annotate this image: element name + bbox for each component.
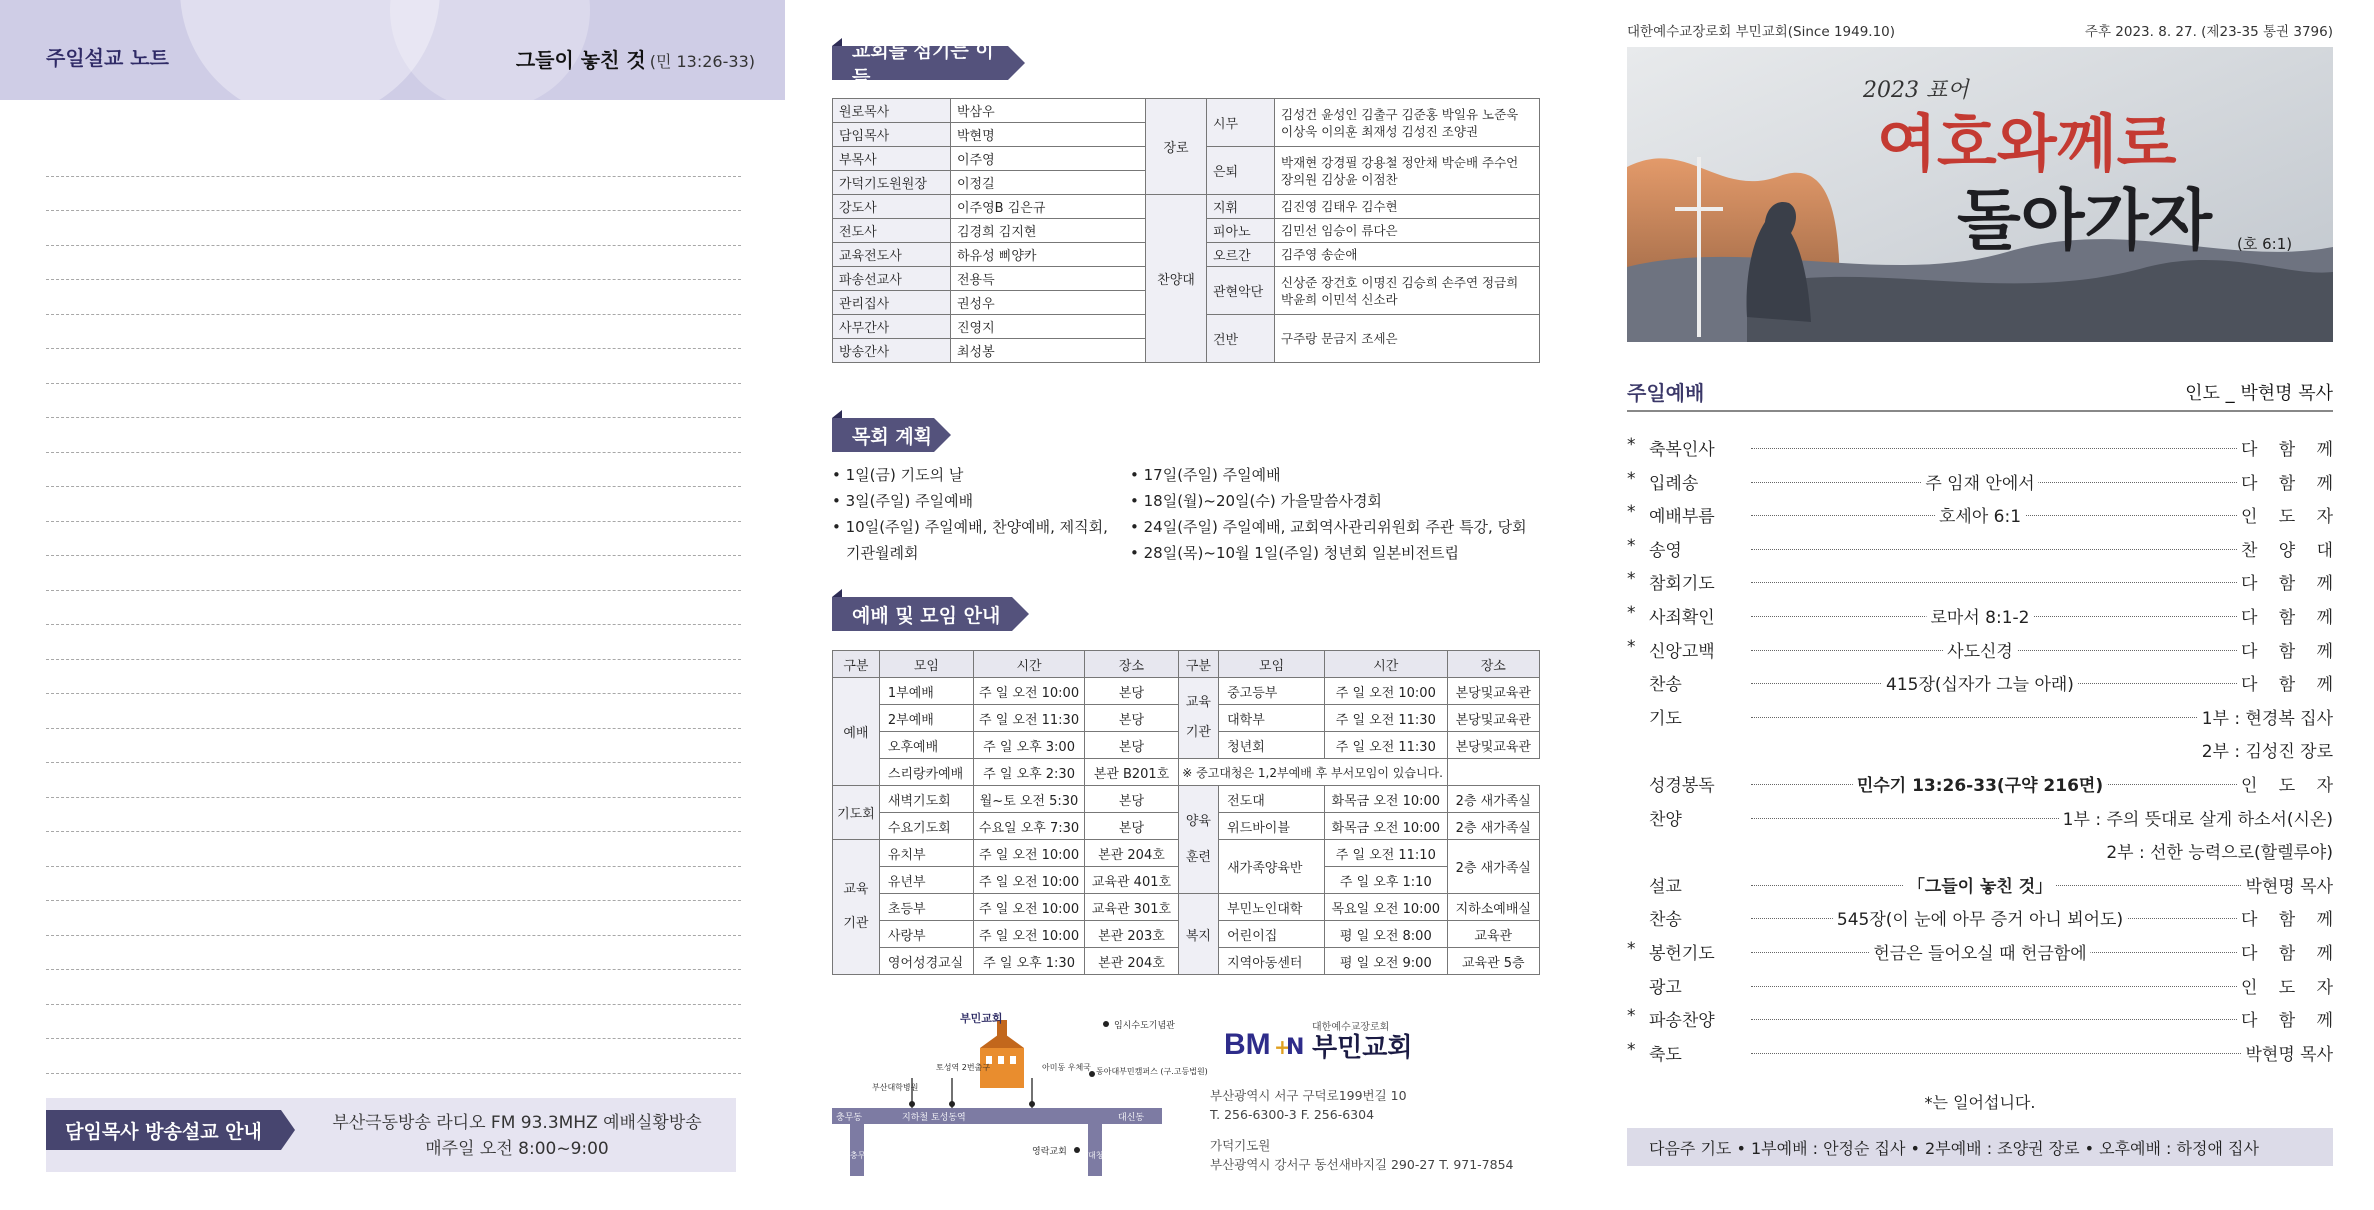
meeting-place: 교육관 301호 bbox=[1085, 894, 1178, 921]
meeting-time: 주 일 오전 11:30 bbox=[1325, 705, 1447, 732]
meeting-time: 주 일 오전 11:30 bbox=[1325, 732, 1447, 759]
note-line bbox=[46, 694, 741, 729]
order-row bbox=[1627, 430, 2333, 464]
servant-name: 하유성 삐양카 bbox=[951, 243, 1146, 267]
meeting-time: 평 일 오전 9:00 bbox=[1325, 948, 1447, 975]
order-row bbox=[1627, 800, 2333, 834]
meeting-time: 평 일 오전 8:00 bbox=[1325, 921, 1447, 948]
servant-name: 최성봉 bbox=[951, 339, 1146, 363]
meeting-name: 사랑부 bbox=[879, 921, 973, 948]
plans-column bbox=[1130, 462, 1550, 566]
plan-item: • 1일(금) 기도의 날 bbox=[832, 466, 964, 484]
meeting-place: 본당및교육관 bbox=[1447, 678, 1539, 705]
note-line bbox=[46, 901, 741, 936]
meeting-time: 주 일 오후 3:00 bbox=[973, 732, 1084, 759]
order-row bbox=[1627, 598, 2333, 632]
note-line bbox=[46, 591, 741, 626]
worship-schedule-table bbox=[832, 650, 1540, 975]
section-heading-servants: 교회를 섬기는 이들 bbox=[832, 46, 1008, 80]
meeting-time: 화목금 오전 10:00 bbox=[1325, 813, 1447, 840]
column-header: 시간 bbox=[1325, 651, 1447, 678]
map-label: 토성역 2번출구 bbox=[936, 1063, 991, 1072]
order-row bbox=[1627, 766, 2333, 800]
stand-marker: * bbox=[1627, 938, 1636, 959]
stand-marker: * bbox=[1627, 468, 1636, 489]
role-names: 김주영 송순애 bbox=[1275, 243, 1540, 267]
location-map bbox=[832, 1008, 1208, 1178]
radio-line: 부산극동방송 라디오 FM 93.3MHZ 예배실황방송 bbox=[332, 1113, 702, 1133]
stand-marker: * bbox=[1627, 602, 1636, 623]
servant-name: 박현명 bbox=[951, 123, 1146, 147]
meeting-place: 교육관 401호 bbox=[1085, 867, 1178, 894]
order-item-person: 다 함 께 bbox=[2237, 435, 2333, 460]
servants-table bbox=[832, 98, 1540, 363]
meeting-place: 2층 새가족실 bbox=[1447, 840, 1539, 894]
meeting-place: 본당 bbox=[1085, 732, 1178, 759]
order-item-name: 예배부름 bbox=[1649, 507, 1715, 528]
plan-item: • 24일(주일) 주일예배, 교회역사관리위원회 주관 특강, 당회 bbox=[1130, 518, 1527, 536]
meeting-place: 교육관 bbox=[1447, 921, 1539, 948]
schedule-row bbox=[833, 894, 1540, 921]
column-header: 모임 bbox=[1219, 651, 1325, 678]
church-building-icon bbox=[980, 1020, 1024, 1088]
role-title: 오르간 bbox=[1207, 243, 1275, 267]
note-line bbox=[46, 246, 741, 281]
meeting-place: 본당 bbox=[1085, 678, 1178, 705]
order-row bbox=[1627, 934, 2333, 968]
note-line bbox=[46, 867, 741, 902]
meeting-name: 유년부 bbox=[879, 867, 973, 894]
servant-title: 담임목사 bbox=[833, 123, 951, 147]
order-item-person: 다 함 께 bbox=[2237, 670, 2333, 695]
meeting-time: 월~토 오전 5:30 bbox=[973, 786, 1084, 813]
meeting-name: 부민노인대학 bbox=[1219, 894, 1325, 921]
order-item-person: 인 도 자 bbox=[2237, 502, 2333, 527]
note-cell: ※ 중고대청은 1,2부예배 후 부서모임이 있습니다. bbox=[1178, 759, 1447, 786]
note-line bbox=[46, 729, 741, 764]
servant-name: 이주영B 김은규 bbox=[951, 195, 1146, 219]
radio-broadcast-box bbox=[46, 1098, 736, 1172]
meeting-time: 목요일 오전 10:00 bbox=[1325, 894, 1447, 921]
meeting-name: 대학부 bbox=[1219, 705, 1325, 732]
role-title: 지휘 bbox=[1207, 195, 1275, 219]
meeting-place: 본관 204호 bbox=[1085, 948, 1178, 975]
map-dot bbox=[1074, 1147, 1080, 1153]
meeting-name: 오후예배 bbox=[879, 732, 973, 759]
order-item-name: 신앙고백 bbox=[1649, 641, 1715, 662]
meeting-place: 지하소예배실 bbox=[1447, 894, 1539, 921]
next-week-prayer: 다음주 기도 • 1부예배 : 안정순 집사 • 2부예배 : 조양권 장로 • 오후예배 : 하정애 집사 bbox=[1627, 1128, 2333, 1166]
meeting-place: 2층 새가족실 bbox=[1447, 786, 1539, 813]
note-line bbox=[46, 936, 741, 971]
map-label: 임시수도기념관 bbox=[1114, 1021, 1175, 1031]
order-item-name: 찬송 bbox=[1649, 910, 1682, 931]
stand-marker: * bbox=[1627, 1039, 1636, 1060]
order-item-name: 기도 bbox=[1649, 708, 1682, 729]
note-lines[interactable] bbox=[46, 142, 741, 1074]
meeting-name: 지역아동센터 bbox=[1219, 948, 1325, 975]
notes-label: 주일설교 노트 bbox=[46, 46, 169, 70]
group-label: 예배 bbox=[833, 678, 880, 786]
column-header: 구분 bbox=[833, 651, 880, 678]
sunday-worship-header bbox=[1627, 372, 2333, 412]
section-heading-worship: 예배 및 모임 안내 bbox=[832, 597, 1012, 631]
order-item-name: 참회기도 bbox=[1649, 574, 1715, 595]
meeting-time: 주 일 오전 10:00 bbox=[973, 867, 1084, 894]
order-row bbox=[1627, 632, 2333, 666]
church-logo bbox=[1218, 1012, 1418, 1072]
radio-line: 매주일 오전 8:00~9:00 bbox=[425, 1139, 609, 1159]
servant-title: 부목사 bbox=[833, 147, 951, 171]
stand-marker: * bbox=[1627, 1006, 1636, 1027]
note-line bbox=[46, 349, 741, 384]
plans-column bbox=[832, 462, 1122, 566]
order-of-worship bbox=[1627, 430, 2333, 1068]
order-row bbox=[1627, 531, 2333, 565]
stand-marker: * bbox=[1627, 569, 1636, 590]
meeting-place: 본관 204호 bbox=[1085, 840, 1178, 867]
note-line bbox=[46, 832, 741, 867]
plan-item: • 18일(월)~20일(수) 가을말씀사경회 bbox=[1130, 492, 1382, 510]
group-label: 교육 기관 bbox=[1178, 678, 1218, 759]
meeting-name: 중고등부 bbox=[1219, 678, 1325, 705]
order-item-name: 파송찬양 bbox=[1649, 1011, 1715, 1032]
meeting-name: 유치부 bbox=[879, 840, 973, 867]
meeting-name: 어린이집 bbox=[1219, 921, 1325, 948]
map-label: 아미동 우체국 bbox=[1042, 1063, 1091, 1072]
stand-note: *는 일어섭니다. bbox=[1924, 1093, 2036, 1112]
meeting-time: 주 일 오전 10:00 bbox=[1325, 678, 1447, 705]
servant-title: 사무간사 bbox=[833, 315, 951, 339]
order-item-person: 1부 : 주의 뜻대로 살게 하소서(시온) bbox=[2059, 805, 2333, 830]
map-dot bbox=[1029, 1101, 1035, 1107]
motto-banner bbox=[1627, 47, 2333, 342]
order-item-person: 다 함 께 bbox=[2237, 905, 2333, 930]
note-line bbox=[46, 660, 741, 695]
sermon-ref: (민 13:26-33) bbox=[649, 52, 755, 71]
branch-name: 가덕기도원 bbox=[1210, 1138, 1271, 1153]
bulletin-date: 주후 2023. 8. 27. (제23-35 통권 3796) bbox=[2084, 24, 2333, 40]
meeting-time: 화목금 오전 10:00 bbox=[1325, 786, 1447, 813]
order-item-name: 찬송 bbox=[1649, 675, 1682, 696]
schedule-row bbox=[833, 678, 1540, 705]
servant-title: 방송간사 bbox=[833, 339, 951, 363]
order-item-detail: 호세아 6:1 bbox=[1935, 502, 2025, 527]
order-item-detail: 「그들이 놓친 것」 bbox=[1904, 872, 2056, 897]
order-row bbox=[1627, 833, 2333, 867]
role-title: 건반 bbox=[1207, 315, 1275, 363]
order-item-name: 축복인사 bbox=[1649, 440, 1715, 460]
notes-header bbox=[0, 0, 785, 100]
role-names: 김성건 윤성인 김출구 김준홍 박일유 노준욱 이상욱 이의훈 최재성 김성진 조양권 bbox=[1275, 99, 1540, 147]
role-title: 피아노 bbox=[1207, 219, 1275, 243]
servant-name: 진영지 bbox=[951, 315, 1146, 339]
sermon-notes-panel bbox=[0, 0, 785, 1210]
map-dot bbox=[949, 1101, 955, 1107]
order-item-person: 다 함 께 bbox=[2237, 469, 2333, 494]
meeting-name: 초등부 bbox=[879, 894, 973, 921]
stand-marker: * bbox=[1627, 636, 1636, 657]
order-item-person: 2부 : 선한 능력으로(할렐루야) bbox=[2102, 838, 2333, 863]
map-label: 대청동 bbox=[1088, 1151, 1112, 1160]
sermon-title-text: 그들이 놓친 것 bbox=[515, 48, 646, 72]
order-item-detail: 민수기 13:26-33(구약 216면) bbox=[1853, 771, 2107, 796]
note-line bbox=[46, 1039, 741, 1074]
banner-illustration bbox=[1627, 47, 2333, 342]
map-church-label: 부민교회 bbox=[960, 1012, 1003, 1025]
note-line bbox=[46, 211, 741, 246]
sermon-title bbox=[516, 44, 755, 73]
meeting-place: 본관 203호 bbox=[1085, 921, 1178, 948]
order-row bbox=[1627, 1001, 2333, 1035]
meeting-time: 주 일 오전 11:30 bbox=[973, 705, 1084, 732]
meeting-name: 위드바이블 bbox=[1219, 813, 1325, 840]
group-label: 장로 bbox=[1146, 99, 1207, 195]
map-label: 동아대부민캠퍼스 (구.고등법원) bbox=[1096, 1067, 1208, 1076]
plan-item: • 28일(목)~10월 1일(주일) 청년회 일본비전트립 bbox=[1130, 544, 1459, 562]
order-item-person: 다 함 께 bbox=[2237, 603, 2333, 628]
servant-title: 파송선교사 bbox=[833, 267, 951, 291]
order-item-detail: 로마서 8:1-2 bbox=[1927, 603, 2034, 628]
map-label: 대신동 bbox=[1118, 1113, 1145, 1123]
meeting-time: 주 일 오전 11:10 bbox=[1325, 840, 1447, 867]
role-title: 관현악단 bbox=[1207, 267, 1275, 315]
order-item-detail: 사도신경 bbox=[1943, 637, 2017, 662]
order-item-person: 인 도 자 bbox=[2237, 771, 2333, 796]
map-label: 충무동 bbox=[836, 1113, 863, 1123]
group-label: 기도회 bbox=[833, 786, 880, 840]
meeting-time: 주 일 오전 10:00 bbox=[973, 894, 1084, 921]
stand-marker: * bbox=[1627, 535, 1636, 556]
order-row bbox=[1627, 464, 2333, 498]
order-row bbox=[1627, 665, 2333, 699]
order-item-person: 1부 : 현경복 집사 bbox=[2198, 704, 2333, 729]
map-dot bbox=[1103, 1021, 1109, 1027]
servant-title: 강도사 bbox=[833, 195, 951, 219]
stand-marker: * bbox=[1627, 502, 1636, 523]
order-item-name: 찬양 bbox=[1649, 809, 1682, 830]
order-item-person: 2부 : 김성진 장로 bbox=[2198, 737, 2333, 762]
servant-title: 교육전도사 bbox=[833, 243, 951, 267]
map-road bbox=[1088, 1118, 1102, 1176]
order-item-name: 봉헌기도 bbox=[1649, 943, 1715, 964]
order-row bbox=[1627, 497, 2333, 531]
map-dot bbox=[909, 1101, 915, 1107]
map-main-road bbox=[832, 1108, 1162, 1124]
servant-name: 이주영 bbox=[951, 147, 1146, 171]
map-label: 부산대학병원 bbox=[872, 1083, 919, 1092]
servant-name: 박삼우 bbox=[951, 99, 1146, 123]
meeting-place: 본당및교육관 bbox=[1447, 732, 1539, 759]
order-item-person: 박현명 목사 bbox=[2241, 1040, 2333, 1065]
note-line bbox=[46, 487, 741, 522]
note-line bbox=[46, 556, 741, 591]
order-item-detail: 주 임재 안에서 bbox=[1921, 469, 2038, 494]
church-denomination: 대한예수교장로회 bbox=[1312, 1022, 1390, 1033]
note-line bbox=[46, 453, 741, 488]
order-item-name: 축도 bbox=[1649, 1044, 1682, 1065]
order-item-person: 다 함 께 bbox=[2237, 569, 2333, 594]
servant-name: 이정길 bbox=[951, 171, 1146, 195]
order-item-person: 다 함 께 bbox=[2237, 939, 2333, 964]
order-row bbox=[1627, 564, 2333, 598]
church-address: 부산광역시 서구 구덕로199번길 10 bbox=[1210, 1088, 1407, 1103]
servant-title: 가덕기도원원장 bbox=[833, 171, 951, 195]
plan-item: • 3일(주일) 주일예배 bbox=[832, 492, 974, 510]
banner-year: 2023 표어 bbox=[1863, 78, 1969, 103]
order-item-person: 찬 양 대 bbox=[2237, 536, 2333, 561]
svg-text:+: + bbox=[1274, 1035, 1291, 1059]
column-header: 장소 bbox=[1447, 651, 1539, 678]
meeting-place: 교육관 5층 bbox=[1447, 948, 1539, 975]
note-line bbox=[46, 418, 741, 453]
schedule-row bbox=[833, 786, 1540, 813]
order-item-name: 성경봉독 bbox=[1649, 775, 1715, 796]
group-label: 교육 기관 bbox=[833, 840, 880, 975]
servant-title: 관리집사 bbox=[833, 291, 951, 315]
meeting-place: 본당및교육관 bbox=[1447, 705, 1539, 732]
order-item-person: 다 함 께 bbox=[2237, 637, 2333, 662]
role-names: 박재현 강경필 강용철 정안채 박순배 주수언 장의원 김상윤 이점찬 bbox=[1275, 147, 1540, 195]
meeting-place: 본당 bbox=[1085, 705, 1178, 732]
meeting-time: 주 일 오전 10:00 bbox=[973, 921, 1084, 948]
role-names: 구주랑 문금지 조세은 bbox=[1275, 315, 1540, 363]
order-row bbox=[1627, 867, 2333, 901]
meeting-place: 2층 새가족실 bbox=[1447, 813, 1539, 840]
meeting-name: 영어성경교실 bbox=[879, 948, 973, 975]
schedule-row bbox=[833, 759, 1540, 786]
order-item-detail: 545장(이 눈에 아무 증거 아니 뵈어도) bbox=[1833, 905, 2127, 930]
meeting-place: 본당 bbox=[1085, 813, 1178, 840]
order-item-name: 송영 bbox=[1649, 540, 1682, 561]
order-row bbox=[1627, 732, 2333, 766]
note-line bbox=[46, 798, 741, 833]
role-names: 김민선 임승이 류다은 bbox=[1275, 219, 1540, 243]
meeting-time: 주 일 오후 1:30 bbox=[973, 948, 1084, 975]
servant-title: 전도사 bbox=[833, 219, 951, 243]
order-item-person: 다 함 께 bbox=[2237, 1006, 2333, 1031]
order-item-name: 입례송 bbox=[1649, 473, 1699, 494]
banner-line2: 돌아가자 bbox=[1957, 181, 2213, 259]
note-line bbox=[46, 384, 741, 419]
map-label: 지하철 토성동역 bbox=[902, 1113, 966, 1123]
column-header: 시간 bbox=[973, 651, 1084, 678]
meeting-name: 2부예배 bbox=[879, 705, 973, 732]
church-since: 대한예수교장로회 부민교회(Since 1949.10) bbox=[1627, 24, 1896, 40]
column-header: 모임 bbox=[879, 651, 973, 678]
meeting-time: 수요일 오후 7:30 bbox=[973, 813, 1084, 840]
servant-row bbox=[833, 99, 1540, 123]
meeting-name: 1부예배 bbox=[879, 678, 973, 705]
radio-label: 담임목사 방송설교 안내 bbox=[46, 1110, 281, 1150]
order-row bbox=[1627, 900, 2333, 934]
column-header: 구분 bbox=[1178, 651, 1218, 678]
meeting-time: 주 일 오전 10:00 bbox=[973, 840, 1084, 867]
svg-text:BM: BM bbox=[1224, 1028, 1271, 1061]
note-line bbox=[46, 142, 741, 177]
meeting-place: 본관 B201호 bbox=[1085, 759, 1178, 786]
worship-leader: 인도 _ 박현명 목사 bbox=[2185, 383, 2333, 404]
meeting-name: 전도대 bbox=[1219, 786, 1325, 813]
banner-line1: 여호와께로 bbox=[1877, 107, 2177, 180]
order-item-name: 설교 bbox=[1649, 876, 1682, 897]
map-label: 충무동 bbox=[850, 1151, 874, 1160]
order-item-person: 박현명 목사 bbox=[2241, 872, 2333, 897]
note-line bbox=[46, 315, 741, 350]
note-line bbox=[46, 970, 741, 1005]
servant-name: 권성우 bbox=[951, 291, 1146, 315]
note-line bbox=[46, 763, 741, 798]
note-line bbox=[46, 177, 741, 212]
meeting-place: 본당 bbox=[1085, 786, 1178, 813]
meeting-name: 새벽기도회 bbox=[879, 786, 973, 813]
meeting-name: 새가족양육반 bbox=[1219, 840, 1325, 894]
branch-address: 부산광역시 강서구 동선새바지길 290-27 T. 971-7854 bbox=[1210, 1157, 1514, 1172]
order-item-detail: 415장(십자가 그늘 아래) bbox=[1882, 670, 2078, 695]
meeting-name: 수요기도회 bbox=[879, 813, 973, 840]
plan-item: • 10일(주일) 주일예배, 찬양예배, 제직회, 기관월례회 bbox=[832, 518, 1108, 562]
servant-name: 전용득 bbox=[951, 267, 1146, 291]
map-label: 영락교회 bbox=[1032, 1147, 1067, 1157]
church-name: 부민교회 bbox=[1312, 1033, 1413, 1063]
order-item-person: 인 도 자 bbox=[2237, 973, 2333, 998]
role-names: 신상준 장건호 이명진 김승희 손주연 정금희 박윤희 이민석 신소라 bbox=[1275, 267, 1540, 315]
church-address-block bbox=[1210, 1086, 1570, 1174]
servant-row bbox=[833, 195, 1540, 219]
group-label: 찬양대 bbox=[1146, 195, 1207, 363]
role-title: 은퇴 bbox=[1207, 147, 1275, 195]
section-heading-plans: 목회 계획 bbox=[832, 418, 934, 452]
order-row bbox=[1627, 699, 2333, 733]
banner-ref: (호 6:1) bbox=[2237, 235, 2293, 253]
svg-text:N: N bbox=[1286, 1035, 1305, 1060]
order-item-name: 사죄확인 bbox=[1649, 607, 1715, 628]
servant-name: 김경희 김지현 bbox=[951, 219, 1146, 243]
meeting-name: 청년회 bbox=[1219, 732, 1325, 759]
order-item-name: 광고 bbox=[1649, 977, 1682, 998]
map-road bbox=[850, 1118, 864, 1176]
plan-item: • 17일(주일) 주일예배 bbox=[1130, 466, 1281, 484]
group-label: 양육 훈련 bbox=[1178, 786, 1218, 894]
meeting-name: 스리랑카예배 bbox=[879, 759, 973, 786]
church-phone: T. 256-6300-3 F. 256-6304 bbox=[1210, 1107, 1375, 1122]
order-row bbox=[1627, 968, 2333, 1002]
order-row bbox=[1627, 1035, 2333, 1069]
note-line bbox=[46, 1005, 741, 1040]
stand-marker: * bbox=[1627, 435, 1636, 455]
worship-title: 주일예배 bbox=[1627, 381, 1705, 405]
meeting-time: 주 일 오후 1:10 bbox=[1325, 867, 1447, 894]
note-line bbox=[46, 522, 741, 557]
group-label: 복지 bbox=[1178, 894, 1218, 975]
meeting-time: 주 일 오후 2:30 bbox=[973, 759, 1084, 786]
role-title: 시무 bbox=[1207, 99, 1275, 147]
note-line bbox=[46, 280, 741, 315]
order-item-detail: 헌금은 들어오실 때 헌금함에 bbox=[1869, 939, 2090, 964]
meeting-time: 주 일 오전 10:00 bbox=[973, 678, 1084, 705]
column-header: 장소 bbox=[1085, 651, 1178, 678]
note-line bbox=[46, 625, 741, 660]
servant-title: 원로목사 bbox=[833, 99, 951, 123]
role-names: 김진영 김태우 김수현 bbox=[1275, 195, 1540, 219]
radio-text bbox=[302, 1110, 732, 1162]
